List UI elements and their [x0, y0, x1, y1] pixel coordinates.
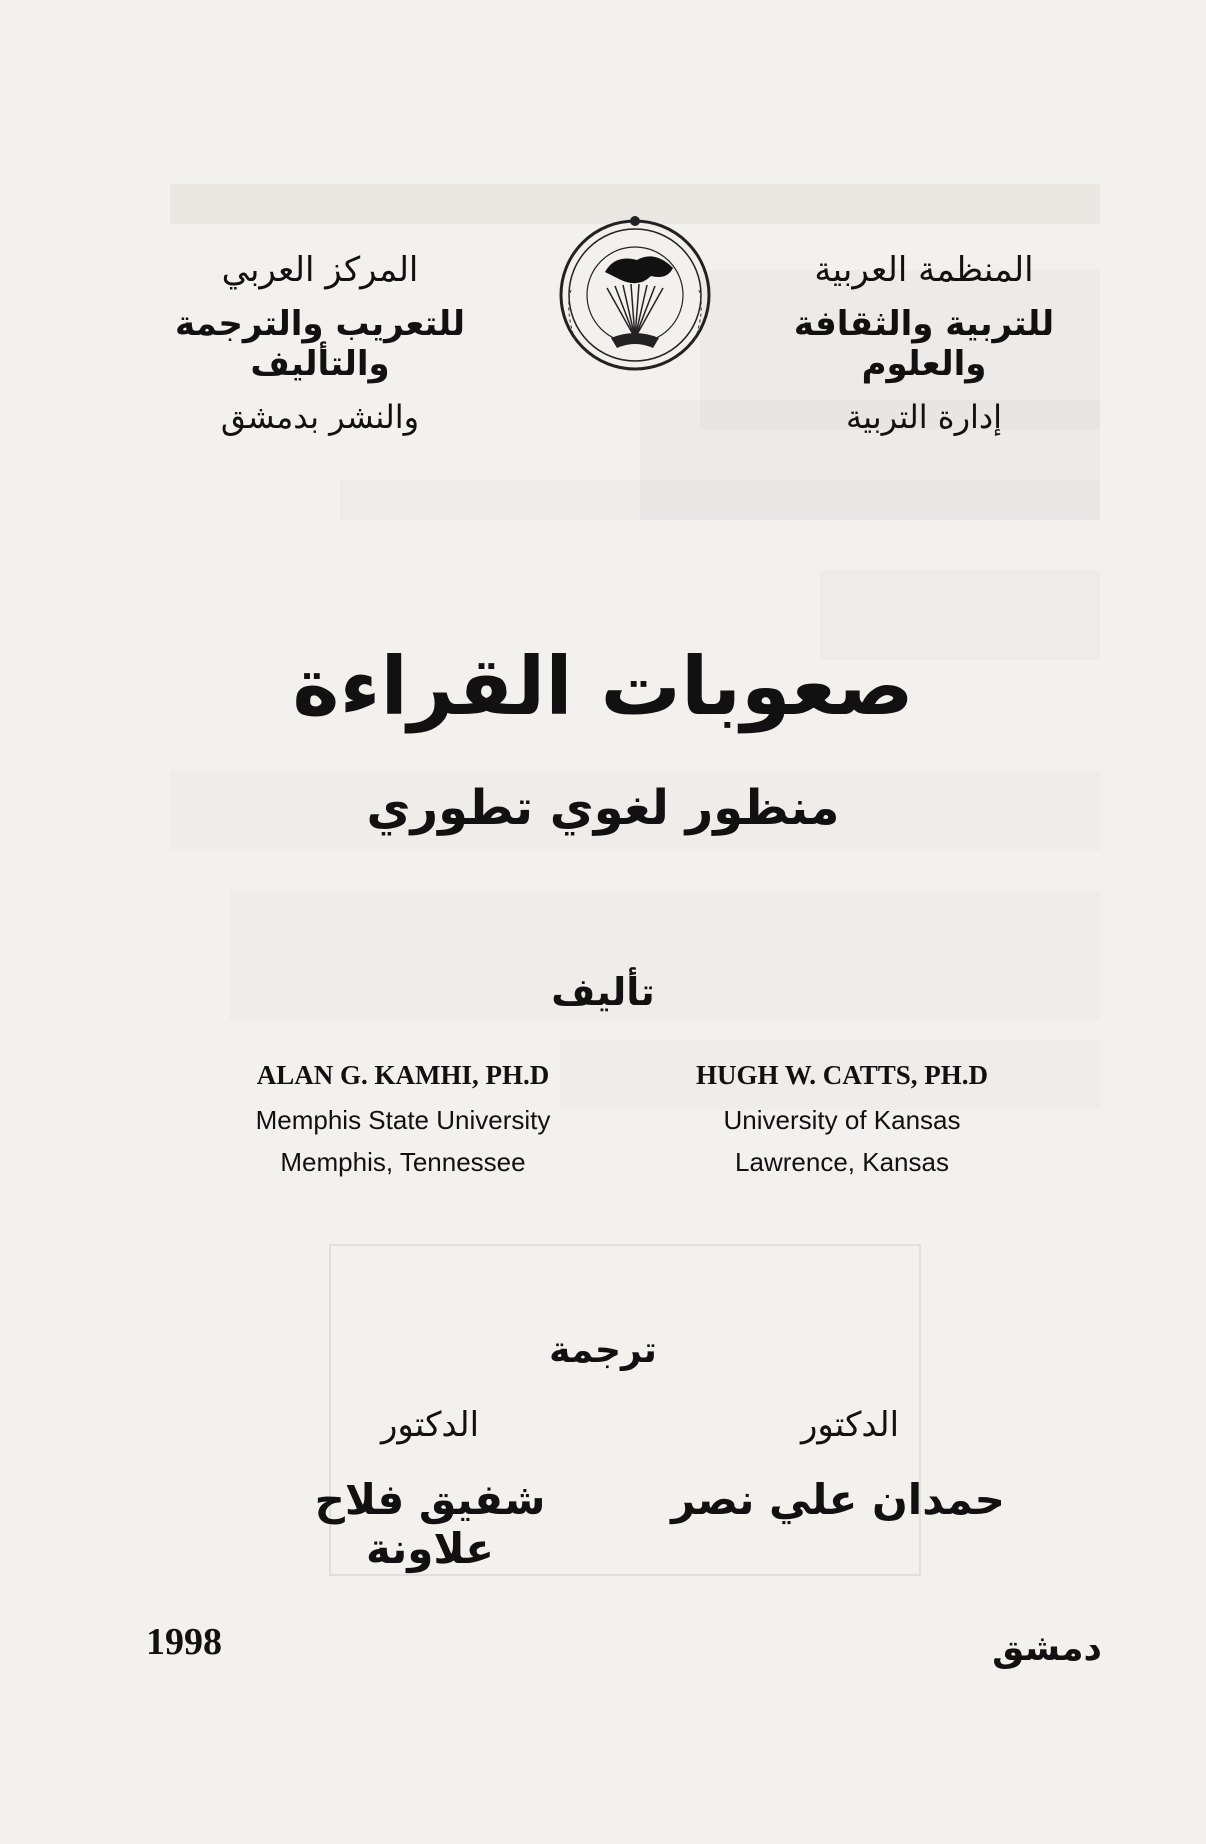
translated-by-label: ترجمة [549, 1330, 657, 1371]
header-organization-right [734, 250, 1114, 436]
center-subtitle: للتعريب والترجمة والتأليف [175, 304, 465, 384]
author-affiliation: University of Kansas [723, 1105, 961, 1135]
author-name: HUGH W. CATTS, PH.D [695, 1060, 989, 1090]
author-location: Lawrence, Kansas [735, 1147, 949, 1177]
author-affiliation: Memphis State University [255, 1105, 551, 1135]
translator-title: الدكتور [380, 1405, 480, 1445]
org-subtitle: للتربية والثقافة والعلوم [793, 304, 1055, 384]
translator-title: الدكتور [800, 1405, 900, 1445]
org-department: إدارة التربية [845, 398, 1003, 436]
center-name: المركز العربي [221, 250, 419, 290]
header-organization-left [110, 250, 530, 436]
author-block [652, 1060, 1032, 1183]
author-location: Memphis, Tennessee [280, 1147, 526, 1177]
book-subtitle: منظور لغوي تطوري [366, 780, 840, 836]
center-location: والنشر بدمشق [220, 398, 420, 436]
translator-name: حمدان علي نصر [671, 1475, 1005, 1524]
book-title: صعوبات القراءة [292, 640, 914, 733]
author-block [213, 1060, 593, 1183]
authored-by-label: تأليف [551, 970, 655, 1014]
publication-city: دمشق [992, 1628, 1102, 1669]
translator-name: شفيق فلاح علاونة [314, 1475, 546, 1573]
publication-year: 1998 [146, 1621, 222, 1663]
alecso-emblem-icon [555, 210, 715, 385]
org-name: المنظمة العربية [814, 250, 1034, 290]
author-name: ALAN G. KAMHI, PH.D [256, 1060, 550, 1090]
